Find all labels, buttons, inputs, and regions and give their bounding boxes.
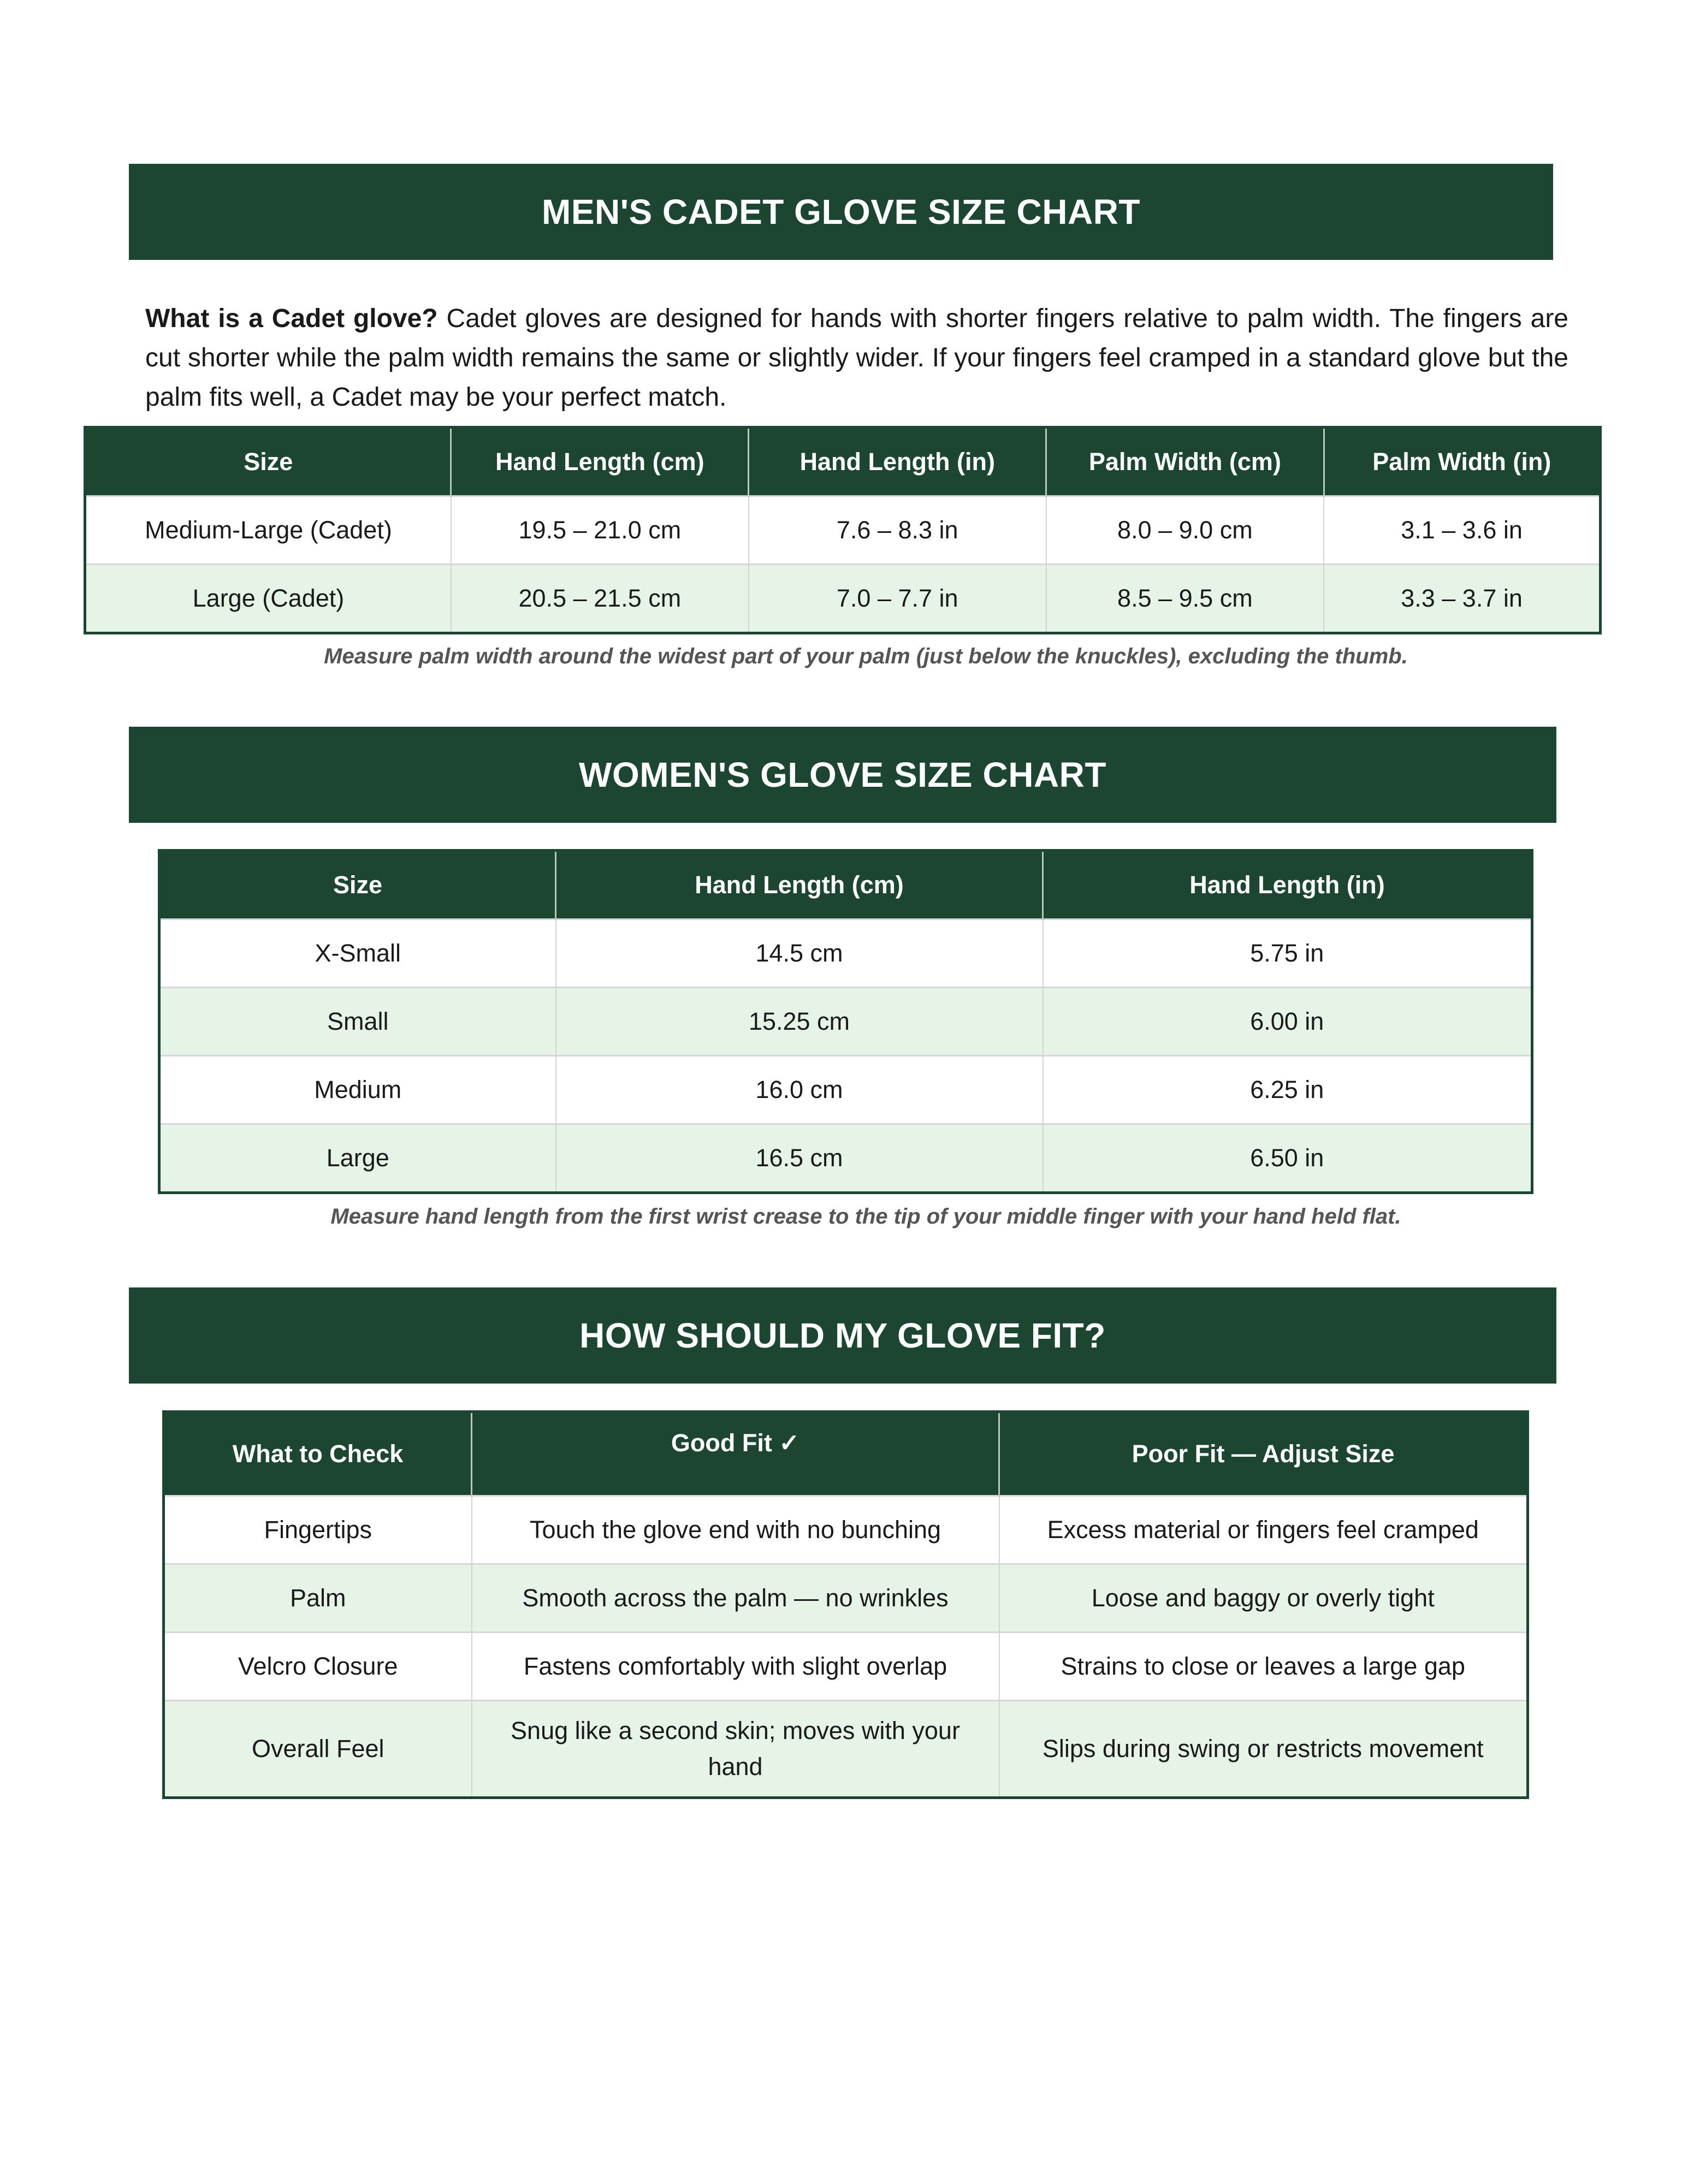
table-cell: 15.25 cm <box>556 988 1043 1056</box>
column-header-size: Size <box>85 428 451 496</box>
table-cell-good-fit: Fastens comfortably with slight overlap <box>472 1633 999 1701</box>
column-header-poor-fit: Poor Fit — Adjust Size <box>999 1412 1528 1496</box>
table-row <box>159 1056 1532 1124</box>
table-cell-good-fit: Snug like a second skin; moves with your hand <box>472 1701 999 1798</box>
table-cell-check-item: Overall Feel <box>164 1701 472 1798</box>
table-header-row <box>164 1412 1528 1496</box>
table-cell-size: Large <box>159 1124 556 1193</box>
cadet-intro-question: What is a Cadet glove? <box>145 304 438 333</box>
cadet-intro-text: Cadet gloves are designed for hands with shorter fingers relative to palm width. The fingers are cut shorter while the palm width remains the same or slightly wider. If your fingers feel cramped in a standard glove but the palm fits well, a Cadet may be your perfect match. <box>145 304 1569 412</box>
table-cell: 7.6 – 8.3 in <box>749 496 1046 565</box>
column-header-palm-width-in: Palm Width (in) <box>1324 428 1600 496</box>
table-cell: 3.1 – 3.6 in <box>1324 496 1600 565</box>
column-header-palm-width-cm: Palm Width (cm) <box>1046 428 1324 496</box>
table-cell-size: Medium <box>159 1056 556 1124</box>
table-cell: 16.0 cm <box>556 1056 1043 1124</box>
womens-chart-title: WOMEN'S GLOVE SIZE CHART <box>129 727 1556 823</box>
table-cell: 6.50 in <box>1043 1124 1532 1193</box>
table-row <box>164 1496 1528 1564</box>
table-cell-good-fit: Smooth across the palm — no wrinkles <box>472 1564 999 1633</box>
table-row <box>85 496 1601 565</box>
table-cell-good-fit: Touch the glove end with no bunching <box>472 1496 999 1564</box>
table-row <box>164 1701 1528 1798</box>
table-cell-check-item: Velcro Closure <box>164 1633 472 1701</box>
column-header-good-fit: Good Fit ✓ <box>472 1412 999 1496</box>
table-cell: 7.0 – 7.7 in <box>749 565 1046 633</box>
table-cell-size: X-Small <box>159 919 556 988</box>
table-cell: 19.5 – 21.0 cm <box>451 496 749 565</box>
table-cell-size: Medium-Large (Cadet) <box>85 496 451 565</box>
table-row <box>159 1124 1532 1193</box>
table-cell: 5.75 in <box>1043 919 1532 988</box>
table-row <box>164 1633 1528 1701</box>
table-cell-check-item: Fingertips <box>164 1496 472 1564</box>
table-cell-poor-fit: Loose and baggy or overly tight <box>999 1564 1528 1633</box>
table-cell-size: Small <box>159 988 556 1056</box>
table-header-row <box>159 851 1532 919</box>
table-header-row <box>85 428 1601 496</box>
column-header-size: Size <box>159 851 556 919</box>
table-row <box>159 988 1532 1056</box>
palm-width-measure-note: Measure palm width around the widest part of your palm (just below the knuckles), excluding the thumb. <box>324 644 1408 668</box>
column-header-what-to-check: What to Check <box>164 1412 472 1496</box>
mens-chart-title: MEN'S CADET GLOVE SIZE CHART <box>129 164 1553 260</box>
table-cell: 14.5 cm <box>556 919 1043 988</box>
column-header-hand-length-in: Hand Length (in) <box>1043 851 1532 919</box>
glove-fit-table <box>162 1410 1529 1799</box>
womens-size-table <box>158 849 1533 1194</box>
table-cell: 6.00 in <box>1043 988 1532 1056</box>
cadet-intro-paragraph <box>145 299 1568 417</box>
mens-size-table <box>84 426 1602 634</box>
table-cell: 8.5 – 9.5 cm <box>1046 565 1324 633</box>
column-header-hand-length-in: Hand Length (in) <box>749 428 1046 496</box>
glove-fit-title: HOW SHOULD MY GLOVE FIT? <box>129 1287 1556 1384</box>
table-cell: 8.0 – 9.0 cm <box>1046 496 1324 565</box>
table-cell: 3.3 – 3.7 in <box>1324 565 1600 633</box>
table-cell: 6.25 in <box>1043 1056 1532 1124</box>
table-cell-poor-fit: Strains to close or leaves a large gap <box>999 1633 1528 1701</box>
table-cell-poor-fit: Slips during swing or restricts movement <box>999 1701 1528 1798</box>
table-cell: 16.5 cm <box>556 1124 1043 1193</box>
table-row <box>164 1564 1528 1633</box>
table-row <box>159 919 1532 988</box>
table-cell: 20.5 – 21.5 cm <box>451 565 749 633</box>
table-cell-check-item: Palm <box>164 1564 472 1633</box>
table-row <box>85 565 1601 633</box>
table-cell-size: Large (Cadet) <box>85 565 451 633</box>
column-header-hand-length-cm: Hand Length (cm) <box>556 851 1043 919</box>
hand-length-measure-note: Measure hand length from the first wrist crease to the tip of your middle finger with your hand held flat. <box>330 1204 1401 1228</box>
column-header-hand-length-cm: Hand Length (cm) <box>451 428 749 496</box>
table-cell-poor-fit: Excess material or fingers feel cramped <box>999 1496 1528 1564</box>
